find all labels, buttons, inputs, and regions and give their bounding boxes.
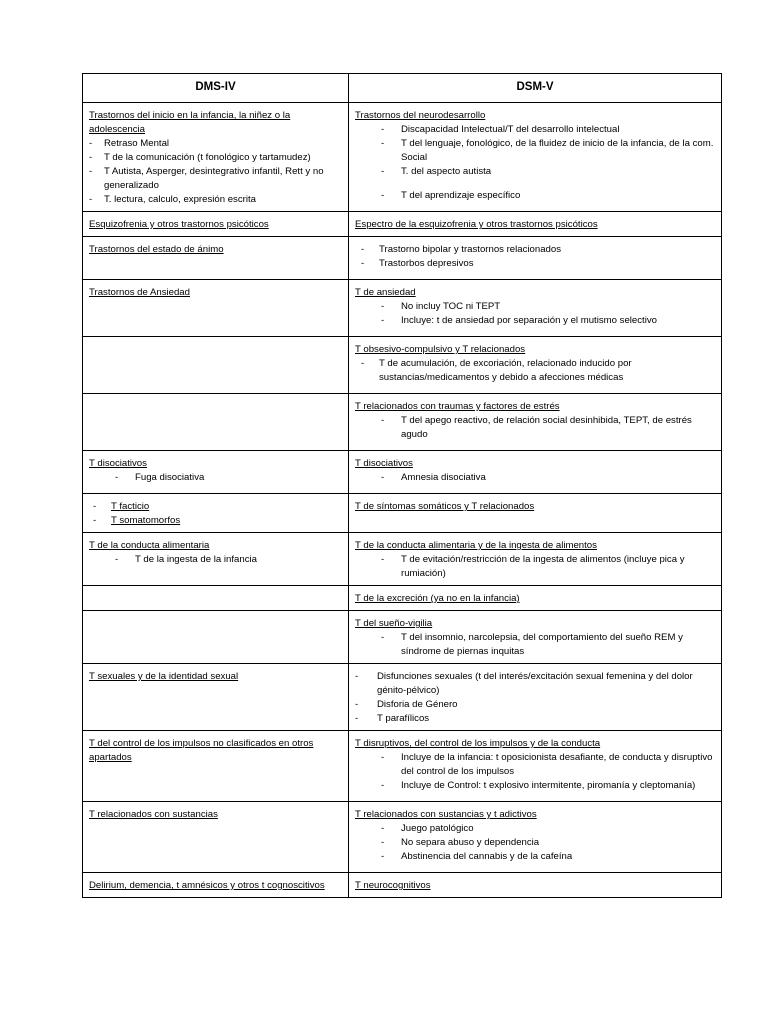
table-row [83,533,722,586]
list-item: - T de acumulación, de excoriación, relacionado inducido por sustancias/medicamentos y debido a afecciones médicas [355,357,715,385]
list-item: - T. lectura, calculo, expresión escrita [89,193,342,207]
category-title: Trastornos del neurodesarrollo [355,110,486,121]
category-title: T sexuales y de la identidad sexual [89,671,239,682]
list-item: - T de la comunicación (t fonológico y tartamudez) [89,151,342,165]
list-item: - T del apego reactivo, de relación social desinhibida, TEPT, de estrés agudo [355,414,715,442]
dsm-v-cell [349,533,722,586]
dsm-iv-cell [83,586,349,611]
table-row [83,802,722,873]
spacer [355,385,715,389]
table-row [83,394,722,451]
list-item: - Disforia de Género [355,698,715,712]
item-list [355,357,715,385]
list-item: - T del insomnio, narcolepsia, del comportamiento del sueño REM y síndrome de piernas inquitas [355,631,715,659]
list-item: - T somatomorfos [89,514,342,528]
list-item: - Retraso Mental [89,137,342,151]
dsm-v-cell [349,280,722,337]
category-title: T del sueño-vigilia [355,618,433,629]
table-row [83,494,722,533]
table-row [83,873,722,898]
category-title: T de ansiedad [355,287,416,298]
header-dsm-v: DSM-V [349,74,722,103]
category-title: T neurocognitivos [355,880,431,891]
category-title: T disociativos [89,458,147,469]
list-item: - T del aprendizaje específico [355,189,715,203]
category-title: T del control de los impulsos no clasificados en otros apartados [89,738,314,763]
list-item: - Juego patológico [355,822,715,836]
item-list [355,822,715,864]
category-title: Esquizofrenia y otros trastornos psicóticos [89,219,269,230]
dsm-v-cell [349,212,722,237]
dsm-iv-cell [83,451,349,494]
table-row [83,451,722,494]
list-item: - T Autista, Asperger, desintegrativo infantil, Rett y no generalizado [89,165,342,193]
dsm-v-cell [349,731,722,802]
dsm-v-cell [349,337,722,394]
spacer [355,793,715,797]
category-title: T de la excreción (ya no en la infancia) [355,593,520,604]
table-row [83,237,722,280]
category-title: T obsesivo-compulsivo y T relacionados [355,344,526,355]
list-item: - Abstinencia del cannabis y de la cafeína [355,850,715,864]
list-item: - Trastorbos depresivos [355,257,715,271]
category-title: T relacionados con sustancias y t adictivos [355,809,537,820]
category-title: Trastornos de Ansiedad [89,287,190,298]
item-list [355,414,715,442]
dsm-iv-cell [83,280,349,337]
table-row [83,103,722,212]
item-list [355,300,715,328]
list-item: - T. del aspecto autista [355,165,715,179]
category-title: Espectro de la esquizofrenia y otros trastornos psicóticos [355,219,598,230]
list-item: - Discapacidad Intelectual/T del desarrollo intelectual [355,123,715,137]
spacer [355,442,715,446]
category-title: T relacionados con traumas y factores de estrés [355,401,560,412]
item-list [89,500,342,528]
list-item: - T de evitación/restricción de la ingesta de alimentos (incluye pica y rumiación) [355,553,715,581]
category-title: T de síntomas somáticos y T relacionados [355,501,535,512]
dsm-iv-cell [83,103,349,212]
list-item: - Incluye de Control: t explosivo intermitente, piromanía y cleptomanía) [355,779,715,793]
list-item: - No incluy TOC ni TEPT [355,300,715,314]
category-title: Delirium, demencia, t amnésicos y otros t cognoscitivos [89,880,325,891]
dsm-iv-cell [83,873,349,898]
list-item: - Incluye de la infancia: t oposicionista desafiante, de conducta y disruptivo del control de los impulsos [355,751,715,779]
category-title: T de la conducta alimentaria y de la ingesta de alimentos [355,540,597,551]
item-list [355,553,715,581]
header-dsm-iv: DMS-IV [83,74,349,103]
item-list [355,123,715,203]
dsm-iv-cell [83,611,349,664]
table-row [83,731,722,802]
dsm-iv-cell [83,494,349,533]
dsm-v-cell [349,611,722,664]
dsm-v-cell [349,664,722,731]
table-row [83,664,722,731]
item-list [355,631,715,659]
category-title: T disociativos [355,458,413,469]
item-list [89,553,342,567]
dsm-iv-cell [83,337,349,394]
table-row [83,611,722,664]
category-title: T relacionados con sustancias [89,809,218,820]
dsm-v-cell [349,237,722,280]
category-title: Trastornos del estado de ánimo [89,244,224,255]
dsm-iv-cell [83,731,349,802]
list-item: - T parafílicos [355,712,715,726]
spacer [355,271,715,275]
header-row [83,74,722,103]
dsm-v-cell [349,586,722,611]
item-list [355,471,715,485]
table-row [83,586,722,611]
category-title: T de la conducta alimentaria [89,540,210,551]
dsm-v-cell [349,802,722,873]
dsm-v-cell [349,494,722,533]
category-title: Trastornos del inicio en la infancia, la niñez o la adolescencia [89,110,291,135]
dsm-iv-cell [83,664,349,731]
category-title: T disruptivos, del control de los impulsos y de la conducta [355,738,601,749]
dsm-iv-cell [83,802,349,873]
item-list [355,751,715,793]
dsm-iv-cell [83,394,349,451]
list-item: - T del lenguaje, fonológico, de la fluidez de inicio de la infancia, de la com. Social [355,137,715,165]
dsm-iv-cell [83,237,349,280]
spacer [89,485,342,489]
spacer [355,328,715,332]
list-item: - Incluye: t de ansiedad por separación y el mutismo selectivo [355,314,715,328]
list-item: - T de la ingesta de la infancia [89,553,342,567]
dsm-v-cell [349,451,722,494]
list-item: - Disfunciones sexuales (t del interés/excitación sexual femenina y del dolor génito-pélvico) [355,670,715,698]
dsm-v-cell [349,873,722,898]
list-item: - No separa abuso y dependencia [355,836,715,850]
table-row [83,337,722,394]
item-list [355,243,715,271]
dsm-v-cell [349,103,722,212]
table-row [83,280,722,337]
item-list [89,137,342,207]
item-list [89,471,342,485]
table-row [83,212,722,237]
list-item: - T facticio [89,500,342,514]
dsm-v-cell [349,394,722,451]
dsm-iv-cell [83,533,349,586]
dsm-iv-cell [83,212,349,237]
item-list [355,670,715,726]
list-item: - Trastorno bipolar y trastornos relacionados [355,243,715,257]
spacer [355,864,715,868]
list-item: - Fuga disociativa [89,471,342,485]
list-item: - Amnesia disociativa [355,471,715,485]
comparison-table [82,73,722,898]
